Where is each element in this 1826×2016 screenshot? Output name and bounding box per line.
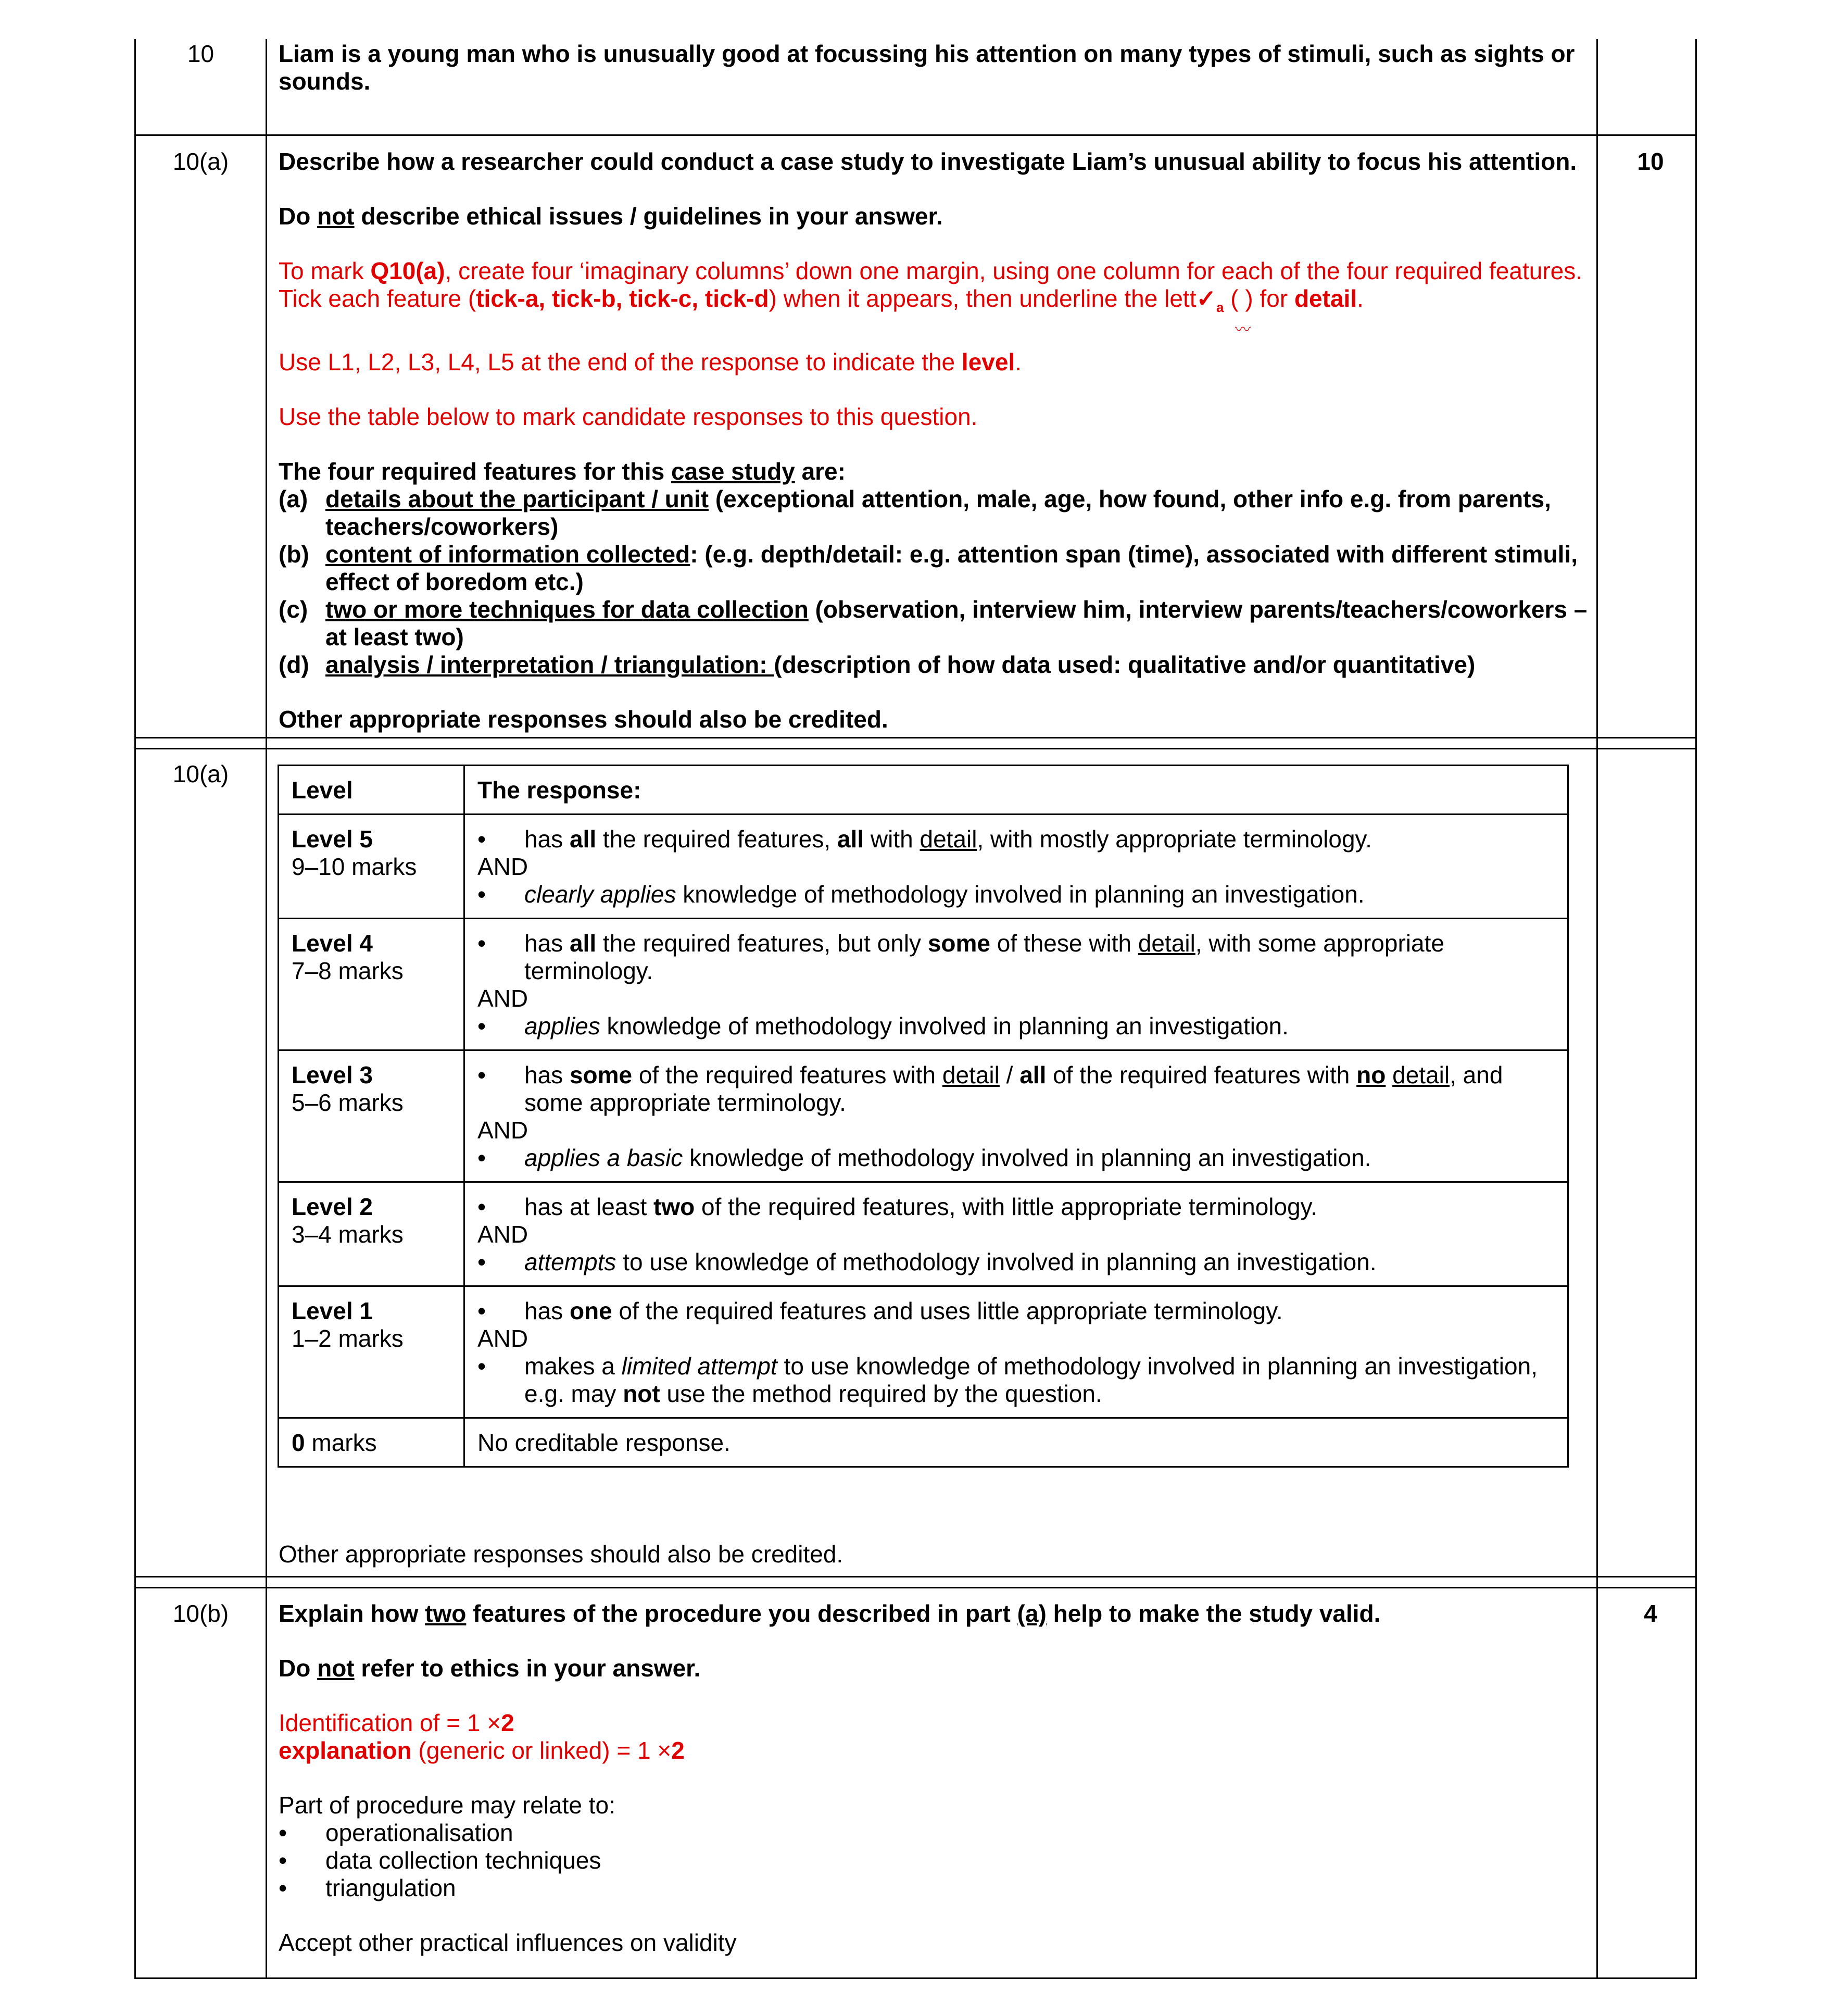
level-cell: Level 3 5–6 marks <box>279 1050 464 1182</box>
other-responses-note: Other appropriate responses should also be credited. <box>279 706 888 733</box>
question-number: 10 <box>187 40 215 67</box>
identification-marks: Identification of = 1 ×2 <box>279 1709 514 1736</box>
other-responses-note: Other appropriate responses should also be credited. <box>279 1541 843 1568</box>
level-guidance: Use L1, L2, L3, L4, L5 at the end of the response to indicate the level. <box>279 348 1022 376</box>
row-divider <box>134 1587 1697 1588</box>
instruction: Do not describe ethical issues / guidelines in your answer. <box>279 203 943 230</box>
response-cell: No creditable response. <box>464 1418 1568 1467</box>
question-number: 10(a) <box>172 760 229 787</box>
features-list <box>279 485 1596 679</box>
question-text: Explain how two features of the procedure you described in part (a) help to make the study valid. <box>279 1600 1381 1627</box>
level-cell: Level 1 1–2 marks <box>279 1286 464 1418</box>
table-right-border <box>1695 39 1697 1979</box>
row-divider <box>134 1576 1697 1577</box>
question-stem: Liam is a young man who is unusually good at focussing his attention on many types of stimuli, such as sights or sounds. <box>279 40 1575 95</box>
table-guidance: Use the table below to mark candidate responses to this question. <box>279 403 978 431</box>
question-10a-content <box>279 148 1596 733</box>
features-intro: The four required features for this case study are: <box>279 458 846 485</box>
table-row <box>279 1418 1568 1467</box>
table-row <box>279 1050 1568 1182</box>
question-10b-content <box>279 1600 1596 1957</box>
col-divider-1 <box>266 39 267 1979</box>
feature-item: (a) details about the participant / unit (exceptional attention, male, age, how found, other info e.g. from parents, teachers/coworkers) <box>279 485 1551 541</box>
feature-item: (b) content of information collected: (e.g. depth/detail: e.g. attention span (time), associated with different stimuli, effect of boredom etc.) <box>279 541 1578 596</box>
header-response: The response: <box>464 766 1568 815</box>
accept-note: Accept other practical influences on validity <box>279 1929 737 1956</box>
col-divider-2 <box>1596 39 1598 1979</box>
question-marks: 10 <box>1637 148 1664 175</box>
level-cell: Level 4 7–8 marks <box>279 919 464 1050</box>
table-left-border <box>134 39 136 1979</box>
row-divider <box>134 748 1697 749</box>
list-item: • data collection techniques <box>279 1847 601 1874</box>
explanation-marks: explanation (generic or linked) = 1 ×2 <box>279 1737 685 1764</box>
table-row <box>279 1286 1568 1418</box>
response-cell: • has at least two of the required features, with little appropriate terminology. AND • attempts to use knowledge of methodology involved in planning an investigation. <box>464 1182 1568 1286</box>
level-cell: 0 marks <box>279 1418 464 1467</box>
list-item: • operationalisation <box>279 1819 513 1846</box>
level-cell: Level 5 9–10 marks <box>279 815 464 919</box>
level-cell: Level 2 3–4 marks <box>279 1182 464 1286</box>
marking-guidance: To mark Q10(a), create four ‘imaginary columns’ down one margin, using one column for each of the four required features. Tick each feature (tick-a, tick-b, tick-c, tick-d) when it appears, then underline the $lett✓_a$ ( ) for detail. <box>279 257 1583 316</box>
feature-item: (d) analysis / interpretation / triangulation: (description of how data used: qualitative and/or quantitative) <box>279 651 1476 679</box>
table-row <box>279 1182 1568 1286</box>
table-bottom-border <box>134 1977 1697 1979</box>
table-row <box>279 815 1568 919</box>
row-divider <box>134 134 1697 136</box>
response-cell: • has all the required features, but only some of these with detail, with some appropriate terminology. AND • applies knowledge of methodology involved in planning an investigation. <box>464 919 1568 1050</box>
procedure-intro: Part of procedure may relate to: <box>279 1792 615 1819</box>
tick-icon: $✓_a$ <box>1196 285 1224 316</box>
question-number: 10(b) <box>172 1600 229 1627</box>
response-cell: • has some of the required features with detail / all of the required features with no detail, and some appropriate terminology. AND • applies a basic knowledge of methodology involved in planning an investigation. <box>464 1050 1568 1182</box>
list-item: • triangulation <box>279 1874 456 1901</box>
table-header-row <box>279 766 1568 815</box>
instruction: Do not refer to ethics in your answer. <box>279 1655 701 1682</box>
wavy-underline-icon: 〰 <box>1235 321 1251 339</box>
question-number: 10(a) <box>172 148 229 175</box>
question-marks: 4 <box>1644 1600 1657 1627</box>
header-level: Level <box>279 766 464 815</box>
row-divider <box>134 737 1697 738</box>
response-cell: • has one of the required features and uses little appropriate terminology. AND • makes a limited attempt to use knowledge of methodology involved in planning an investigation, e.g. may not use the method required by the question. <box>464 1286 1568 1418</box>
feature-item: (c) two or more techniques for data collection (observation, interview him, interview parents/teachers/coworkers – at least two) <box>279 596 1588 651</box>
response-cell: • has all the required features, all with detail, with mostly appropriate terminology. AND • clearly applies knowledge of methodology involved in planning an investigation. <box>464 815 1568 919</box>
table-row <box>279 919 1568 1050</box>
question-text: Describe how a researcher could conduct a case study to investigate Liam’s unusual ability to focus his attention. <box>279 148 1577 175</box>
level-descriptor-table <box>278 765 1569 1468</box>
